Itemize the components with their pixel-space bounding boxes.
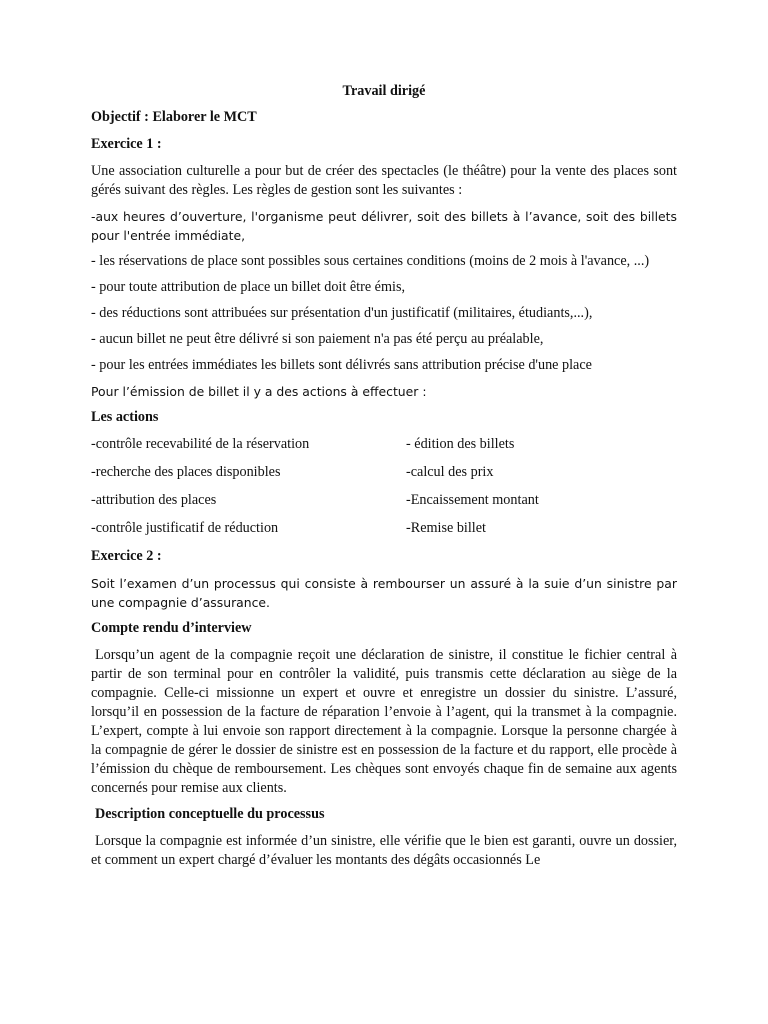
interview-heading: Compte rendu d’interview — [91, 620, 252, 636]
exercise-2-intro: Soit l’examen d’un processus qui consiste à rembourser un assuré à la suie d’un sinistre par une compagnie d’assurance. — [91, 576, 677, 610]
action-item: -recherche des places disponibles — [91, 464, 281, 480]
rule-1: -aux heures d’ouverture, l'organisme peut délivrer, soit des billets à l’avance, soit des billets pour l'entrée immédiate, — [91, 209, 677, 243]
action-item: -Remise billet — [406, 520, 486, 536]
interview-paragraph: Lorsqu’un agent de la compagnie reçoit une déclaration de sinistre, il constitue le fichier central à partir de son terminal pour en contrôler la validité, puis transmis cette déclaration au siège de la compagnie. Celle-ci missionne un expert et ouvre et enregistre un dossier du sinistre. L’assuré, lorsqu’il en possession de la facture de réparation l’envoie à l’agent, qui la transmet à la compagnie. L’expert, compte à lui envoie son rapport directement à la compagnie. Lorsque la personne chargée à la compagnie de gérer le dossier de sinistre est en possession de la facture et du rapport, elle procède à l’émission du chèque de remboursement. Les chèques sont envoyés chaque fin de semaine aux agents concernés pour remise aux clients. — [91, 647, 677, 796]
exercise-1-intro: Une association culturelle a pour but de créer des spectacles (le théâtre) pour la vente des places sont gérés suivant des règles. Les règles de gestion sont les suivantes : — [91, 163, 677, 198]
rule-5: - aucun billet ne peut être délivré si son paiement n'a pas été perçu au préalable, — [91, 331, 544, 347]
actions-list — [91, 435, 677, 538]
action-item: -contrôle justificatif de réduction — [91, 520, 279, 536]
action-item: -contrôle recevabilité de la réservation — [91, 436, 310, 452]
emission-sentence: Pour l’émission de billet il y a des actions à effectuer : — [91, 384, 427, 399]
action-item: -Encaissement montant — [406, 492, 539, 508]
action-item: - édition des billets — [406, 436, 515, 452]
document-body — [91, 82, 677, 877]
rule-2: - les réservations de place sont possibles sous certaines conditions (moins de 2 mois à l'avance, ...) — [91, 253, 650, 269]
rule-3: - pour toute attribution de place un billet doit être émis, — [91, 279, 406, 295]
objective-heading: Objectif : Elaborer le MCT — [91, 109, 257, 125]
exercise-2-heading: Exercice 2 : — [91, 548, 162, 564]
actions-heading: Les actions — [91, 409, 159, 425]
rule-6: - pour les entrées immédiates les billets sont délivrés sans attribution précise d'une place — [91, 357, 592, 373]
action-item: -calcul des prix — [406, 464, 494, 480]
action-item: -attribution des places — [91, 492, 217, 508]
document-title: Travail dirigé — [342, 83, 426, 99]
description-paragraph: Lorsque la compagnie est informée d’un sinistre, elle vérifie que le bien est garanti, ouvre un dossier, et comment un expert chargé d’évaluer les montants des dégâts occasionnés Le — [91, 833, 677, 868]
rule-4: - des réductions sont attribuées sur présentation d'un justificatif (militaires, étudiants,...), — [91, 305, 593, 321]
description-heading: Description conceptuelle du processus — [95, 806, 325, 822]
exercise-1-heading: Exercice 1 : — [91, 136, 162, 152]
